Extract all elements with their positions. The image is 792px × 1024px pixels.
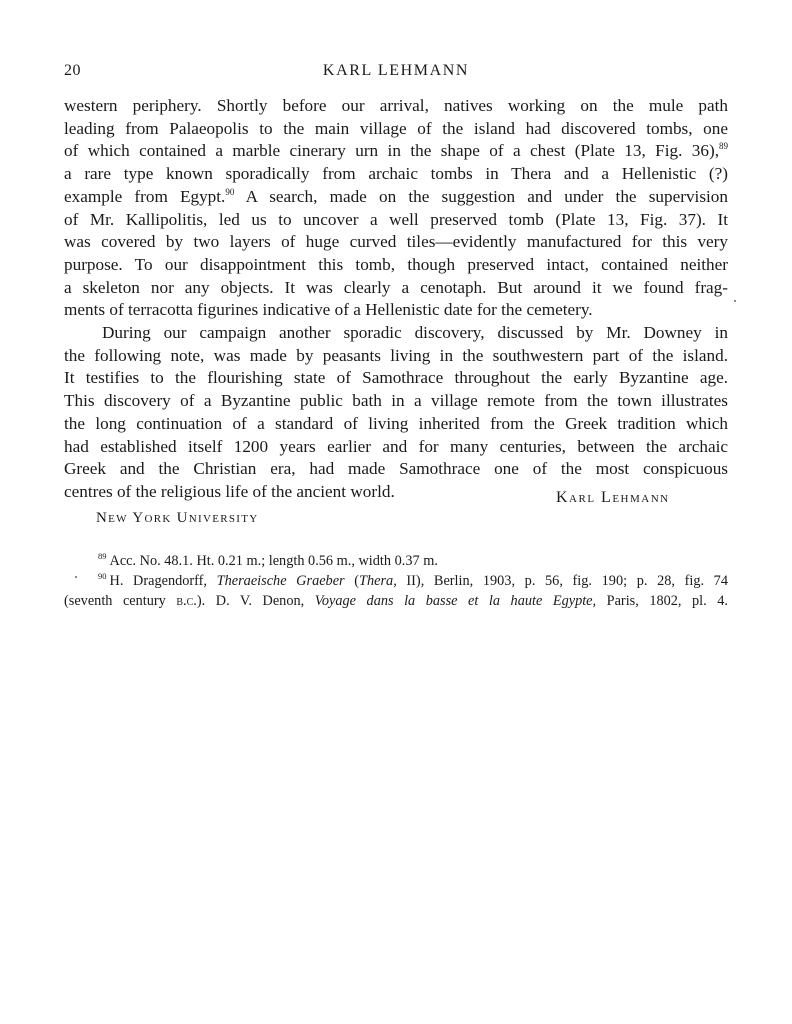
body-line: leading from Palaeopolis to the main village of the island had discovered tombs, one	[64, 118, 728, 138]
footnote-90-continued	[64, 591, 728, 611]
author-signature: Karl Lehmann	[556, 489, 670, 506]
body-line: had established itself 1200 years earlier and for many centuries, between the archaic	[64, 436, 728, 456]
running-head: KARL LEHMANN	[322, 62, 470, 79]
body-line: the following note, was made by peasants living in the southwestern part of the island.	[64, 345, 728, 365]
footnote-text: Paris, 1802, pl. 4.	[596, 593, 728, 609]
footnote-marker: 89	[98, 551, 107, 561]
page-number: 20	[64, 62, 81, 79]
body-line-text: A search, made on the suggestion and under the supervision	[234, 186, 728, 206]
body-line: the long continuation of a standard of living inherited from the Greek tradition which	[64, 413, 728, 433]
footnote-title: Voyage dans la basse et la haute Egypte,	[314, 593, 597, 609]
body-line: of Mr. Kallipolitis, led us to uncover a well preserved tomb (Plate 13, Fig. 37). It	[64, 209, 728, 229]
print-speck	[75, 576, 77, 578]
footnote-title: Thera,	[359, 573, 397, 589]
footnote-89	[64, 551, 728, 571]
body-line: It testifies to the flourishing state of Samothrace throughout the early Byzantine age.	[64, 368, 728, 388]
body-line: purpose. To our disappointment this tomb, though preserved intact, contained neither	[64, 254, 728, 274]
footnote-text: H. Dragendorff,	[109, 573, 217, 589]
body-line	[64, 140, 728, 163]
print-speck	[734, 300, 736, 302]
body-line	[64, 186, 728, 209]
article-body	[64, 95, 728, 504]
body-line: centres of the religious life of the ancient world.	[64, 481, 395, 501]
body-line: was covered by two layers of huge curved tiles—evidently manufactured for this very	[64, 232, 728, 252]
footnote-text: ). D. V. Denon,	[196, 593, 315, 609]
footnote-marker: 90	[98, 571, 107, 581]
body-line: a rare type known sporadically from archaic tombs in Thera and a Hellenistic (?)	[64, 164, 728, 184]
footnote-text: II), Berlin, 1903, p. 56, fig. 190; p. 28, fig. 74	[396, 573, 728, 589]
footnote-90	[64, 571, 728, 591]
body-line: This discovery of a Byzantine public bath in a village remote from the town illustrates	[64, 391, 728, 411]
body-line-text: of which contained a marble cinerary urn in the shape of a chest (Plate 13, Fig. 36),	[64, 141, 719, 161]
footnote-era: b.c.	[176, 593, 197, 609]
footnote-ref-90: 90	[225, 186, 235, 197]
body-line: During our campaign another sporadic discovery, discussed by Mr. Downey in	[102, 323, 728, 343]
footnote-title: Theraeische Graeber	[216, 573, 345, 589]
footnote-text: Acc. No. 48.1. Ht. 0.21 m.; length 0.56 m., width 0.37 m.	[109, 553, 438, 569]
author-affiliation: New York University	[96, 510, 259, 526]
body-line: a skeleton nor any objects. It was clearly a cenotaph. But around it we found frag-	[64, 277, 728, 297]
footnotes	[64, 551, 728, 611]
footnote-text: (seventh century	[64, 593, 177, 609]
body-line-text: example from Egypt.	[64, 186, 226, 206]
body-line: ments of terracotta figurines indicative of a Hellenistic date for the cemetery.	[64, 300, 593, 320]
footnote-text: (	[344, 573, 360, 589]
body-line: western periphery. Shortly before our arrival, natives working on the mule path	[64, 96, 728, 115]
body-line: Greek and the Christian era, had made Samothrace one of the most conspicuous	[64, 459, 728, 479]
footnote-ref-89: 89	[719, 141, 728, 152]
